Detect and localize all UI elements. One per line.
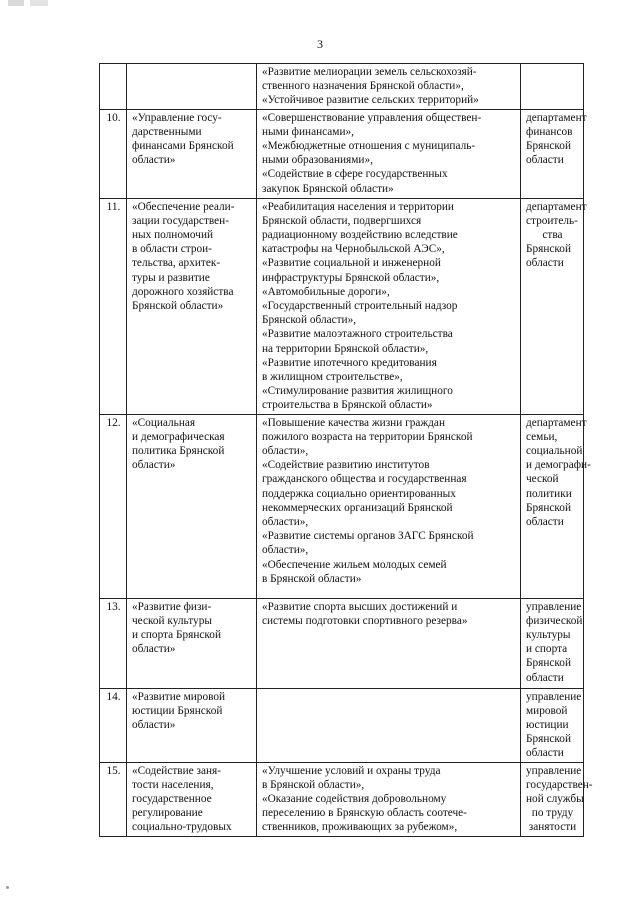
program-name-cell (127, 414, 257, 598)
subprograms-cell-line: «Реабилитация населения и территории (262, 200, 454, 213)
program-name-cell-line: «Содействие заня- (132, 764, 221, 777)
subprograms-cell-line: «Стимулирование развития жилищного (262, 385, 453, 398)
subprograms-cell-line: «Развитие ипотечного кредитования (262, 356, 437, 369)
subprograms-cell-line: ственников, проживающих за рубежом», (262, 821, 458, 834)
program-name-cell (127, 64, 257, 110)
responsible-executor-cell-line: области (526, 747, 564, 760)
subprograms-cell-line: радиационному воздействию вследствие (262, 229, 458, 242)
program-name-cell-line: ческой культуры (132, 614, 212, 627)
row-number: 11. (100, 198, 127, 414)
program-name-cell-line: в области строи- (132, 243, 212, 256)
program-name-cell-line: финансами Брянской (132, 140, 234, 153)
subprograms-cell-line: закупок Брянской области» (262, 182, 394, 195)
subprograms-cell-line: в жилищном строительстве», (262, 371, 403, 384)
subprograms-cell-line: «Устойчивое развитие сельских территорий» (262, 94, 479, 107)
subprograms-cell (257, 762, 521, 836)
subprograms-cell (257, 414, 521, 598)
subprograms-cell-line: «Развитие мелиорации земель сельскохозяй- (262, 66, 477, 78)
program-name-cell (127, 598, 257, 688)
program-name-cell-line: тельства, архитек- (132, 257, 221, 270)
responsible-executor-cell-line: департамент (526, 416, 587, 429)
subprograms-cell-line: некоммерческих организаций Брянской (262, 501, 453, 514)
program-name-cell-line: тости населения, (132, 778, 214, 791)
subprograms-cell-line: «Оказание содействия добровольному (262, 793, 447, 806)
responsible-executor-cell-line: области (526, 154, 564, 167)
program-name-cell-line: области» (132, 459, 176, 472)
subprograms-cell-line: пожилого возраста на территории Брянской (262, 430, 473, 443)
program-name-cell-line: дарственными (132, 125, 202, 138)
program-name-cell-line: государственное (132, 793, 212, 806)
subprograms-cell-line: «Межбюджетные отношения с муниципаль- (262, 140, 476, 153)
program-name-cell-line: дорожного хозяйства (132, 285, 234, 298)
responsible-executor-cell-line: Брянской (526, 501, 571, 514)
program-name-cell (127, 762, 257, 836)
subprograms-cell-line: «Государственный строительный надзор (262, 300, 458, 313)
programs-table-body (100, 64, 593, 837)
page-number: 3 (317, 37, 323, 51)
row-number: 13. (100, 598, 127, 688)
subprograms-cell-line: области», (262, 544, 309, 557)
program-name-cell-line: туры и развитие (132, 271, 210, 284)
program-name-cell-line: «Обеспечение реали- (132, 200, 235, 213)
subprograms-cell (257, 64, 521, 110)
program-name-cell-line: области» (132, 154, 176, 167)
responsible-executor-cell-line: области (526, 257, 564, 270)
responsible-executor-cell-line: мировой (526, 704, 568, 717)
responsible-executor-cell-line: и спорта (526, 643, 568, 656)
responsible-executor-cell-line: Брянской (526, 243, 571, 256)
program-name-cell-line: зации государствен- (132, 214, 229, 227)
responsible-executor-cell (521, 109, 587, 198)
responsible-executor-cell-line: семьи, (526, 430, 558, 443)
subprograms-cell-line: «Обеспечение жильем молодых семей (262, 558, 447, 571)
responsible-executor-cell-line: и демографи- (526, 459, 591, 472)
program-name-cell-line: и спорта Брянской (132, 629, 221, 642)
subprograms-cell-line: ственного назначения Брянской области», (262, 80, 464, 93)
responsible-executor-cell-line: департамент (526, 111, 587, 124)
row-number (100, 64, 127, 110)
scan-artifact (8, 0, 48, 6)
responsible-executor-cell-line: строитель- (526, 214, 578, 227)
responsible-executor-cell-line: департамент (526, 200, 587, 213)
program-name-cell (127, 109, 257, 198)
subprograms-cell-line: переселению в Брянскую область соотече- (262, 807, 467, 820)
subprograms-cell-line: «Развитие системы органов ЗАГС Брянской (262, 530, 474, 543)
responsible-executor-cell-line: Брянской (526, 140, 571, 153)
responsible-executor-cell (521, 414, 591, 598)
table-row (100, 688, 584, 762)
responsible-executor-cell (521, 198, 587, 414)
responsible-executor-cell-line: ства (542, 229, 563, 242)
subprograms-cell-line: поддержка социально ориентированных (262, 487, 456, 500)
subprograms-cell-line: катастрофы на Чернобыльской АЭС», (262, 243, 445, 256)
subprograms-cell-line: ными финансами», (262, 125, 354, 138)
subprograms-cell-line: в Брянской области» (262, 572, 362, 585)
responsible-executor-cell-line: управление (526, 690, 582, 703)
responsible-executor-cell-line: ной службы (526, 793, 584, 806)
subprograms-cell-line: «Развитие малоэтажного строительства (262, 328, 453, 341)
program-name-cell-line: социально-трудовых (132, 821, 232, 834)
subprograms-cell-line: ными образованиями», (262, 154, 373, 167)
responsible-executor-cell-line: финансов (526, 125, 573, 138)
responsible-executor-cell-line: управление (526, 600, 582, 613)
responsible-executor-cell-line: по труду (531, 807, 574, 820)
program-name-cell-line: «Социальная (132, 416, 196, 429)
responsible-executor-cell (521, 598, 584, 688)
program-name-cell-line: области» (132, 719, 176, 732)
program-name-cell-line: и демографическая (132, 430, 225, 443)
subprograms-cell-line: инфраструктуры Брянской области», (262, 271, 440, 284)
table-row (100, 198, 584, 414)
subprograms-cell-line: области», (262, 445, 309, 458)
table-row (100, 762, 584, 836)
program-name-cell-line: ных полномочий (132, 229, 214, 242)
responsible-executor-cell (521, 688, 584, 762)
responsible-executor-cell-line: управление (526, 764, 582, 777)
subprograms-cell-line: области», (262, 516, 309, 529)
program-name-cell-line: «Развитие физи- (132, 600, 212, 613)
responsible-executor-cell-line: Брянской (526, 657, 571, 670)
row-number: 15. (100, 762, 127, 836)
subprograms-cell-line: на территории Брянской области», (262, 342, 429, 355)
program-name-cell-line: области» (132, 643, 176, 656)
responsible-executor-cell-line: социальной (526, 445, 583, 458)
subprograms-cell-line: строительства в Брянской области» (262, 399, 433, 412)
subprograms-cell-line: «Содействие в сфере государственных (262, 168, 448, 181)
subprograms-cell-line: «Автомобильные дороги», (262, 285, 390, 298)
row-number: 14. (100, 688, 127, 762)
program-name-cell-line: Брянской области» (132, 300, 224, 313)
programs-table (99, 63, 593, 837)
subprograms-cell (257, 109, 521, 198)
program-name-cell-line: регулирование (132, 807, 203, 820)
table-row (100, 414, 584, 598)
responsible-executor-cell-line: области (526, 516, 564, 529)
responsible-executor-cell (521, 64, 584, 110)
responsible-executor-cell (521, 762, 593, 836)
row-number: 12. (100, 414, 127, 598)
subprograms-cell-line: «Повышение качества жизни граждан (262, 416, 445, 429)
subprograms-cell-line: «Совершенствование управления обществен- (262, 111, 482, 124)
table-row (100, 64, 584, 110)
table-row (100, 598, 584, 688)
subprograms-cell-line: Брянской области», (262, 314, 357, 327)
subprograms-cell-line: «Улучшение условий и охраны труда (262, 764, 441, 777)
responsible-executor-cell-line: физической (526, 614, 583, 627)
subprograms-cell (257, 598, 521, 688)
subprograms-cell (257, 688, 521, 762)
responsible-executor-cell-line: культуры (526, 629, 571, 642)
responsible-executor-cell-line: Брянской (526, 733, 571, 746)
responsible-executor-cell-line: юстиции (526, 719, 569, 732)
program-name-cell-line: «Управление госу- (132, 111, 222, 124)
subprograms-cell-line: «Содействие развитию институтов (262, 459, 430, 472)
responsible-executor-cell-line: области (526, 671, 564, 684)
subprograms-cell-line: Брянской области, подвергшихся (262, 214, 422, 227)
subprograms-cell-line: «Развитие спорта высших достижений и (262, 600, 458, 613)
subprograms-cell-line: гражданского общества и государственная (262, 473, 467, 486)
subprograms-cell-line: «Развитие социальной и инженерной (262, 257, 441, 270)
responsible-executor-cell-line: ческой (526, 473, 559, 486)
program-name-cell (127, 198, 257, 414)
program-name-cell (127, 688, 257, 762)
scan-speck (6, 886, 9, 889)
subprograms-cell-line: системы подготовки спортивного резерва» (262, 614, 468, 627)
row-number: 10. (100, 109, 127, 198)
table-row (100, 109, 584, 198)
program-name-cell-line: «Развитие мировой (132, 690, 226, 703)
responsible-executor-cell-line: занятости (528, 821, 577, 834)
program-name-cell-line: юстиции Брянской (132, 704, 223, 717)
program-name-cell-line: политика Брянской (132, 445, 225, 458)
subprograms-cell-line: в Брянской области», (262, 778, 365, 791)
subprograms-cell (257, 198, 521, 414)
responsible-executor-cell-line: государствен- (526, 778, 593, 791)
responsible-executor-cell-line: политики (526, 487, 572, 500)
